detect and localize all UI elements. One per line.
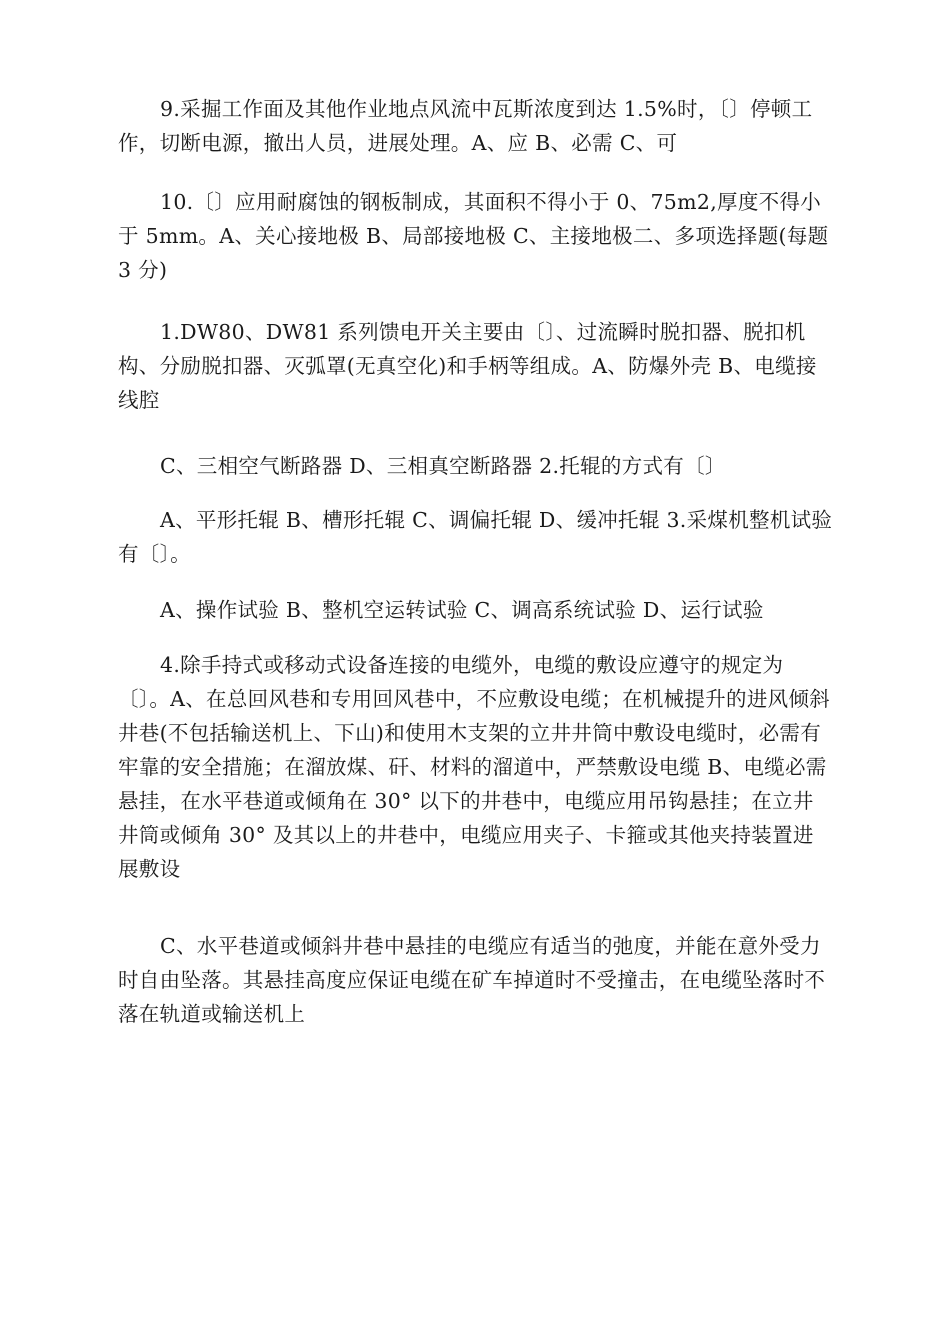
question-9-paragraph: 9.采掘工作面及其他作业地点风流中瓦斯浓度到达 1.5%时，〔〕停顿工作，切断电源，撤出人员，进展处理。A、应 B、必需 C、可 bbox=[118, 97, 813, 155]
multi-question-4-option-c-paragraph: C、水平巷道或倾斜井巷中悬挂的电缆应有适当的弛度，并能在意外受力时自由坠落。其悬挂高度应保证电缆在矿车掉道时不受撞击，在电缆坠落时不落在轨道或输送机上 bbox=[118, 934, 826, 1026]
question-10-paragraph: 10.〔〕应用耐腐蚀的钢板制成，其面积不得小于 0、75m2,厚度不得小于 5mm。A、关心接地极 B、局部接地极 C、主接地极二、多项选择题(每题 3 分) bbox=[118, 190, 829, 282]
multi-question-1-options-paragraph: C、三相空气断路器 D、三相真空断路器 2.托辊的方式有〔〕 bbox=[160, 454, 726, 478]
multi-question-1-paragraph: 1.DW80、DW81 系列馈电开关主要由〔〕、过流瞬时脱扣器、脱扣机构、分励脱扣器、灭弧罩(无真空化)和手柄等组成。A、防爆外壳 B、电缆接线腔 bbox=[118, 320, 817, 412]
multi-question-2-options-paragraph: A、平形托辊 B、槽形托辊 C、调偏托辊 D、缓冲托辊 3.采煤机整机试验有〔〕。 bbox=[118, 508, 833, 566]
multi-question-4-paragraph: 4.除手持式或移动式设备连接的电缆外，电缆的敷设应遵守的规定为〔〕。A、在总回风巷和专用回风巷中，不应敷设电缆；在机械提升的进风倾斜井巷(不包括输送机上、下山)和使用木支架的立井井筒中敷设电缆时，必需有牢靠的安全措施；在溜放煤、矸、材料的溜道中，严禁敷设电缆 B、电缆必需悬挂，在水平巷道或倾角在 30° 以下的井巷中，电缆应用吊钩悬挂；在立井井筒或倾角 30° 及其以上的井巷中，电缆应用夹子、卡箍或其他夹持装置进展敷设 bbox=[118, 653, 831, 881]
multi-question-3-options-paragraph: A、操作试验 B、整机空运转试验 C、调高系统试验 D、运行试验 bbox=[160, 598, 764, 622]
